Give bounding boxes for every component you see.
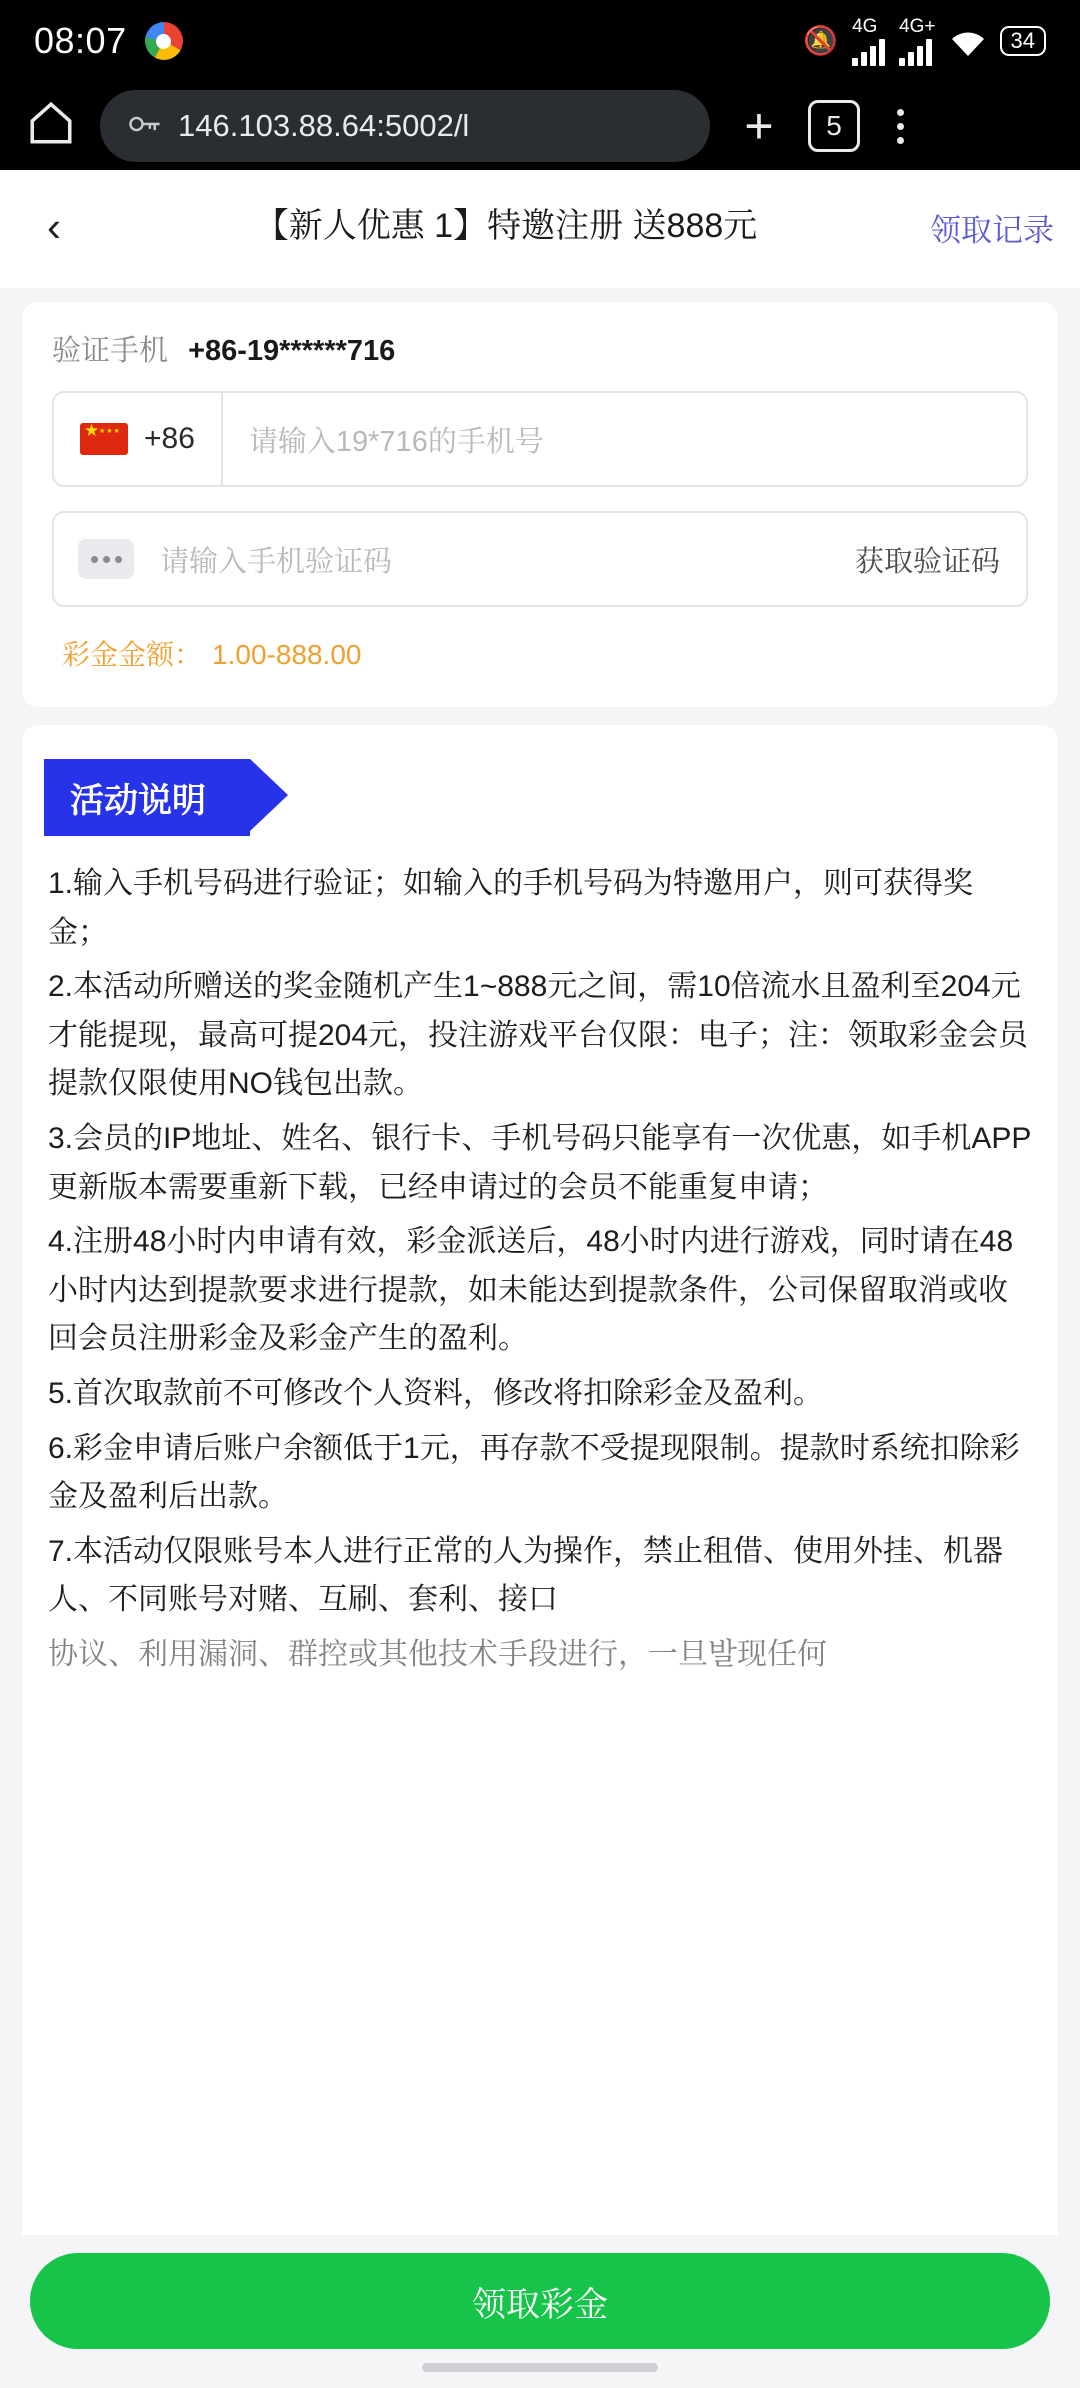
rule-item: 6.彩金申请后账户余额低于1元，再存款不受提现限制。提款时系统扣除彩金及盈利后出款。: [48, 1431, 1020, 1514]
phone-input-field[interactable]: [52, 391, 1028, 487]
home-indicator: [422, 2363, 658, 2372]
country-code-selector[interactable]: [54, 393, 223, 485]
status-bar-right: [803, 17, 1046, 66]
page-title: 【新人优惠 1】特邀注册 送888元: [254, 207, 758, 246]
rule-item-clipped: 协议、利用漏洞、群控或其他技术手段进行，一旦발现任何: [48, 1637, 827, 1671]
rules-ribbon-title: 活动说明: [44, 759, 250, 836]
signal-2-group: [899, 17, 935, 66]
claim-bonus-button[interactable]: 领取彩金: [30, 2253, 1050, 2349]
bottom-action-bar: [0, 2235, 1080, 2388]
wifi-icon: [950, 24, 986, 58]
address-bar[interactable]: [100, 90, 710, 162]
rule-item: 4.注册48小时内申请有效，彩金派送后，48小时内进行游戏，同时请在48小时内达到提款要求进行提款，如未能达到提款条件，公司保留取消或收回会员注册彩金及彩金产生的盈利。: [48, 1225, 1014, 1356]
claim-records-link[interactable]: 领取记录: [930, 212, 1054, 248]
sms-code-input[interactable]: 请输入手机验证码: [160, 545, 393, 578]
chrome-toolbar: [0, 82, 1080, 170]
rule-item: 7.本活动仅限账号本人进行正常的人为操作，禁止租借、使用外挂、机器人、不同账号对赌、互刷、套利、接口: [48, 1534, 1004, 1617]
site-settings-icon[interactable]: [128, 110, 162, 143]
status-bar-left: [34, 20, 183, 62]
masked-phone-value: +86-19******716: [188, 335, 396, 367]
more-vertical-icon[interactable]: [878, 109, 922, 144]
back-chevron-icon[interactable]: ‹: [47, 203, 61, 250]
battery-level-badge: 34: [1000, 26, 1046, 56]
status-bar-clock: 08:07: [34, 20, 127, 61]
rule-item: 1.输入手机号码进行验证；如输入的手机号码为特邀用户，则可获得奖金；: [48, 867, 974, 949]
verify-phone-row: [52, 328, 1028, 369]
bonus-amount-label: 彩金金额：: [62, 639, 203, 670]
dots-icon: [78, 539, 134, 579]
bonus-amount-row: [52, 633, 1028, 673]
bell-muted-icon: 🔕: [803, 25, 839, 56]
signal-2-label: 4G+: [899, 15, 936, 37]
china-flag-icon: [80, 423, 128, 455]
signal-1-group: [852, 17, 885, 66]
web-page-content: [0, 170, 1080, 2388]
bonus-amount-value: 1.00-888.00: [212, 639, 362, 670]
tab-switcher-button[interactable]: 5: [808, 100, 860, 152]
android-status-bar: [0, 0, 1080, 82]
url-text: 146.103.88.64:5002/l: [178, 108, 470, 143]
home-icon[interactable]: [26, 98, 82, 154]
rules-body: [22, 846, 1058, 1680]
sms-code-field[interactable]: [52, 511, 1028, 607]
verify-phone-label: 验证手机: [52, 335, 169, 367]
verify-phone-card: [22, 302, 1058, 707]
signal-2-bars: [899, 38, 932, 66]
rule-item: 5.首次取款前不可修改个人资料，修改将扣除彩金及盈利。: [48, 1376, 824, 1410]
phone-input[interactable]: 请输入19*716的手机号: [248, 425, 544, 458]
activity-rules-card: [22, 725, 1058, 2388]
chrome-icon: [145, 22, 183, 60]
new-tab-button[interactable]: +: [744, 98, 774, 154]
get-code-button[interactable]: 获取验证码: [854, 545, 1000, 578]
country-code-label: +86: [144, 422, 195, 455]
rule-item: 3.会员的IP地址、姓名、银行卡、手机号码只能享有一次优惠，如手机APP更新版本需要重新下载，已经申请过的会员不能重复申请；: [48, 1121, 1032, 1204]
ribbon-wrapper: [22, 725, 1058, 846]
rule-item: 2.本活动所赠送的奖金随机产生1~888元之间，需10倍流水且盈利至204元才能提现，最高可提204元，投注游戏平台仅限：电子；注：领取彩金会员提款仅限使用NO钱包出款。: [48, 970, 1029, 1101]
page-appbar: [0, 170, 1080, 288]
signal-1-bars: [852, 38, 885, 66]
signal-1-label: 4G: [852, 15, 878, 37]
